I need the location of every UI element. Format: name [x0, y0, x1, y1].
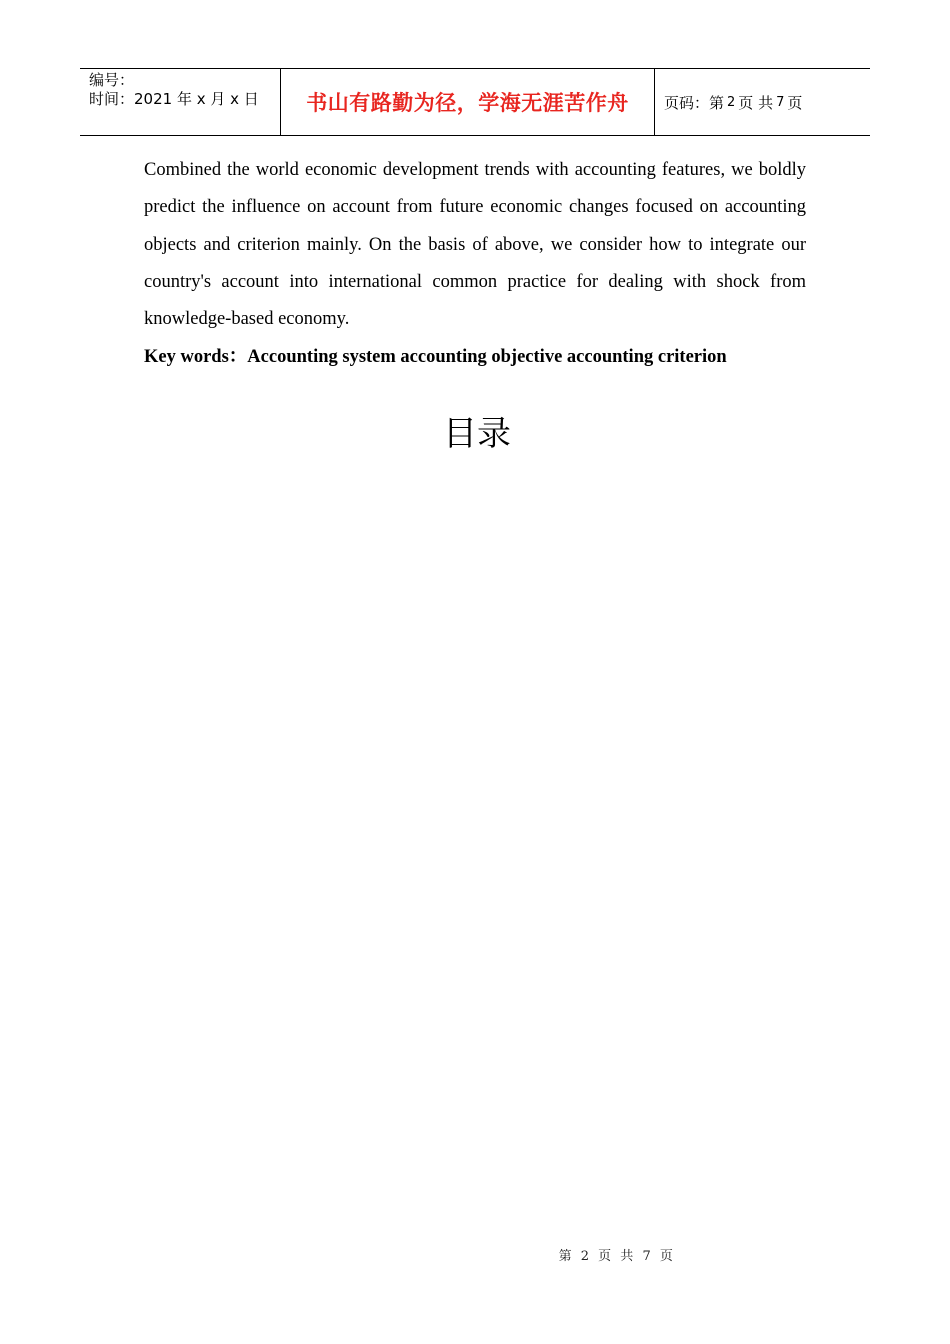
number-label: 编号：: [89, 71, 135, 89]
date-line: [89, 90, 280, 109]
abstract-paragraph: Combined the world economic development trends with accounting features, we boldly predict the influence on account from future economic changes focused on accounting objects and criterion mainly. On the basis of above, we consider how to integrate our country's account into international common practice for dealing with shock from knowledge-based economy.: [144, 160, 806, 330]
page-total: 7: [776, 94, 785, 110]
keywords-label: Key words：: [144, 347, 248, 367]
header-page-info: [655, 69, 870, 135]
header-motto-cell: [281, 69, 655, 135]
page-footer: 第 2 页 共 7 页: [558, 1249, 676, 1264]
page-current: 2: [727, 94, 736, 110]
keywords-value: Accounting system accounting objective accounting criterion: [247, 347, 727, 367]
page-end: 页: [787, 93, 803, 112]
header-motto: 书山有路勤为径，学海无涯苦作舟: [306, 91, 629, 115]
toc-title: 目录: [443, 414, 511, 454]
time-label: 时间：: [89, 90, 135, 108]
header-meta: [80, 69, 281, 135]
keywords-line: [144, 339, 844, 376]
page-header: [80, 68, 870, 136]
page-mid: 页 共: [738, 93, 774, 112]
page-label: 页码：第: [664, 93, 725, 112]
date-value: 2021 年 x 月 x 日: [134, 90, 259, 108]
